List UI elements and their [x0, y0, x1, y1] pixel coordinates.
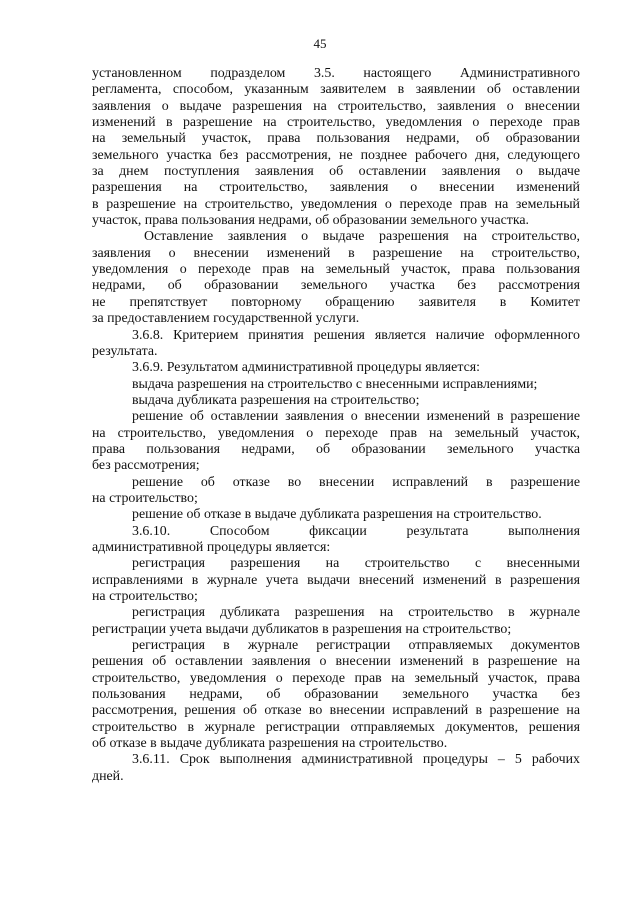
paragraph [92, 752, 580, 785]
text-line: изменений в разрешение на строительство, уведомления о переходе прав [92, 115, 580, 131]
text-line: за днем поступления заявления об оставлении заявления о выдаче [92, 164, 580, 180]
text-line: пользования недрами, об образовании земельного участка без [92, 687, 580, 703]
paragraph [92, 66, 580, 229]
text-line: регистрация разрешения на строительство с внесенными [132, 556, 580, 572]
text-line: на земельный участок, права пользования недрами, об образовании [92, 131, 580, 147]
text-line: за предоставлением государственной услуги. [92, 311, 360, 327]
text-line: на строительство; [92, 589, 198, 604]
text-line: 3.6.9. Результатом административной процедуры является: [132, 360, 480, 376]
text-line: административной процедуры является: [92, 539, 331, 555]
text-line: уведомления о переходе прав на земельный участок, права пользования [92, 262, 580, 278]
page-number: 45 [313, 36, 327, 51]
paragraph [92, 328, 580, 361]
text-line: заявления о выдаче разрешения на строительство, заявления о внесении [92, 98, 580, 114]
text-line: 3.6.10. Способом фиксации результата выполнения [132, 523, 580, 539]
text-line: строительство, уведомления о переходе прав на земельный участок, права [92, 670, 580, 686]
text-line: результата. [92, 343, 158, 359]
text-line: регистрация в журнале регистрации отправляемых документов [132, 638, 580, 654]
paragraph [92, 475, 580, 508]
text-line: регламента, способом, указанным заявителем в заявлении об оставлении [92, 82, 580, 98]
text-line: права пользования недрами, об образовании земельного участка [92, 441, 580, 457]
paragraph [92, 556, 580, 605]
text-line: земельного участка без рассмотрения, не позднее рабочего дня, следующего [92, 147, 580, 163]
text-line: Оставление заявления о выдаче разрешения на строительство, [144, 229, 580, 245]
text-line: строительство в журнале регистрации отправляемых документов, решения [92, 719, 580, 735]
text-line: выдача разрешения на строительство с внесенными исправлениями; [132, 376, 538, 392]
text-line: на строительство; [92, 490, 198, 506]
text-line: в разрешение на строительство, уведомления о переходе прав на земельный [92, 196, 580, 212]
text-line: без рассмотрения; [92, 458, 200, 474]
text-line: участок, права пользования недрами, об образовании земельного участка. [92, 213, 529, 229]
text-line: установленном подразделом 3.5. настоящего Административного [92, 66, 580, 81]
paragraph [92, 605, 580, 638]
text-line: решение об отказе во внесении исправлений в разрешение [132, 474, 580, 490]
text-line: решение об оставлении заявления о внесении изменений в разрешение [132, 409, 580, 425]
text-line: дней. [92, 768, 124, 784]
text-line: рассмотрения, решения об отказе во внесении исправлений в разрешение на [92, 703, 580, 719]
paragraph [92, 524, 580, 557]
text-line: исправлениями в журнале учета выдачи внесений изменений в разрешения [92, 572, 580, 588]
text-line: об отказе в выдаче дубликата разрешения на строительство. [92, 736, 448, 752]
text-line: на строительство, уведомления о переходе прав на земельный участок, [92, 425, 580, 441]
text-line: регистрация дубликата разрешения на строительство в журнале [132, 605, 580, 621]
text-line: разрешения на строительство, заявления о внесении изменений [92, 180, 580, 196]
text-line: решение об отказе в выдаче дубликата разрешения на строительство. [132, 507, 542, 523]
text-line: недрами, об образовании земельного участка без рассмотрения [92, 278, 580, 294]
paragraph [92, 507, 580, 523]
document-body [92, 66, 580, 785]
paragraph [92, 377, 580, 393]
text-line: 3.6.11. Срок выполнения административной процедуры – 5 рабочих [132, 752, 580, 768]
text-line: заявления о внесении изменений в разрешение на строительство, [92, 245, 580, 261]
text-line: 3.6.8. Критерием принятия решения является наличие оформленного [132, 327, 580, 343]
paragraph [92, 229, 580, 327]
paragraph [92, 409, 580, 474]
text-line: решения об оставлении заявления о внесении изменений в разрешение на [92, 654, 580, 670]
paragraph [92, 360, 580, 376]
text-line: не препятствует повторному обращению заявителя в Комитет [92, 294, 580, 310]
paragraph [92, 638, 580, 752]
text-line: регистрации учета выдачи дубликатов в разрешения на строительство; [92, 621, 512, 637]
text-line: выдача дубликата разрешения на строительство; [132, 392, 420, 408]
paragraph [92, 393, 580, 409]
